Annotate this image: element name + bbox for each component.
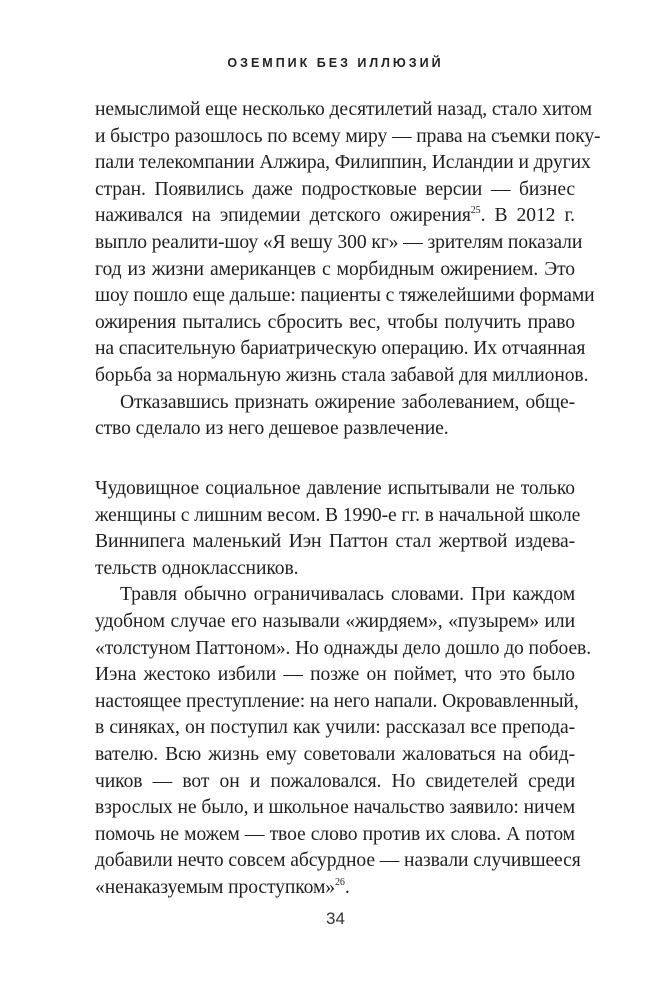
text-line: Травля обычно ограничивалась словами. При каждом: [120, 584, 575, 606]
text-line: борьба за нормальную жизнь стала забавой для миллионов.: [95, 364, 589, 386]
text-line: Иэна жестоко избили — позже он поймет, что это было: [95, 664, 575, 686]
text-line: удобном случае его называли «жирдяем», «пузырем» или: [95, 610, 575, 632]
paragraph: [95, 390, 575, 443]
text-line: стран. Появились даже подростковые версии — бизнес: [95, 178, 575, 200]
text-line-with-footnote: [95, 203, 575, 230]
text-line: год из жизни американцев с морбидным ожирением. Это: [95, 258, 575, 280]
running-title: ОЗЕМПИК БЕЗ ИЛЛЮЗИЙ: [227, 56, 444, 70]
text-section-1: [95, 97, 601, 443]
text-line: ожирения пытались сбросить вес, чтобы получить право: [95, 311, 575, 333]
text-line: взрослых не было, и школьное начальство заявило: ничем: [95, 797, 575, 819]
footnote-reference[interactable]: 26: [335, 876, 345, 888]
text-line: тельств одноклассников.: [95, 557, 299, 579]
text-line: добавили нечто совсем абсурдное — назвали случившееся: [95, 850, 581, 872]
text-line: Виннипега маленький Иэн Паттон стал жертвой издева-: [95, 531, 575, 553]
text-line: шоу пошло еще дальше: пациенты с тяжелейшими формами: [95, 285, 595, 307]
text-line: ство сделало из него дешевое развлечение.: [95, 418, 449, 440]
text-fragment: наживался на эпидемии детского ожирения: [95, 205, 471, 227]
text-line: пали телекомпании Алжира, Филиппин, Исландии и других: [95, 152, 591, 174]
text-line: вателю. Всю жизнь ему советовали жаловаться на обид-: [95, 743, 575, 765]
text-line: немыслимой еще несколько десятилетий назад, стало хитом: [95, 99, 592, 120]
text-line: настоящее преступление: на него напали. Окровавленный,: [95, 690, 579, 712]
text-line: и быстро разошлось по всему миру — права на съемки поку-: [95, 125, 601, 147]
text-fragment: «ненаказуемым проступком»: [95, 876, 336, 898]
paragraph: [95, 582, 591, 901]
text-line: выпло реалити-шоу «Я вешу 300 кг» — зрителям показали: [95, 231, 583, 253]
text-fragment: .: [344, 876, 350, 898]
text-line: на спасительную бариатрическую операцию. Их отчаянная: [95, 338, 586, 360]
paragraph: [95, 476, 581, 582]
paragraph: [95, 97, 601, 390]
page-number: 34: [326, 909, 345, 928]
text-line: «толстуном Паттоном». Но однажды дело дошло до побоев.: [95, 637, 591, 659]
text-line: помочь не можем — твое слово против их слова. А потом: [95, 823, 575, 845]
text-fragment: . В 2012 г.: [480, 205, 575, 227]
text-line: Чудовищное социальное давление испытывали не только: [95, 478, 575, 499]
text-line: женщины с лишним весом. В 1990-е гг. в начальной школе: [95, 504, 581, 526]
text-section-2: [95, 476, 591, 902]
text-line: чиков — вот он и пожаловался. Но свидетелей среди: [95, 770, 575, 792]
text-line-with-footnote: [95, 875, 575, 902]
text-line: Отказавшись признать ожирение заболеванием, обще-: [120, 391, 575, 413]
footnote-reference[interactable]: 25: [470, 205, 481, 217]
text-line: в синяках, он поступил как учили: рассказал все препода-: [95, 717, 575, 739]
